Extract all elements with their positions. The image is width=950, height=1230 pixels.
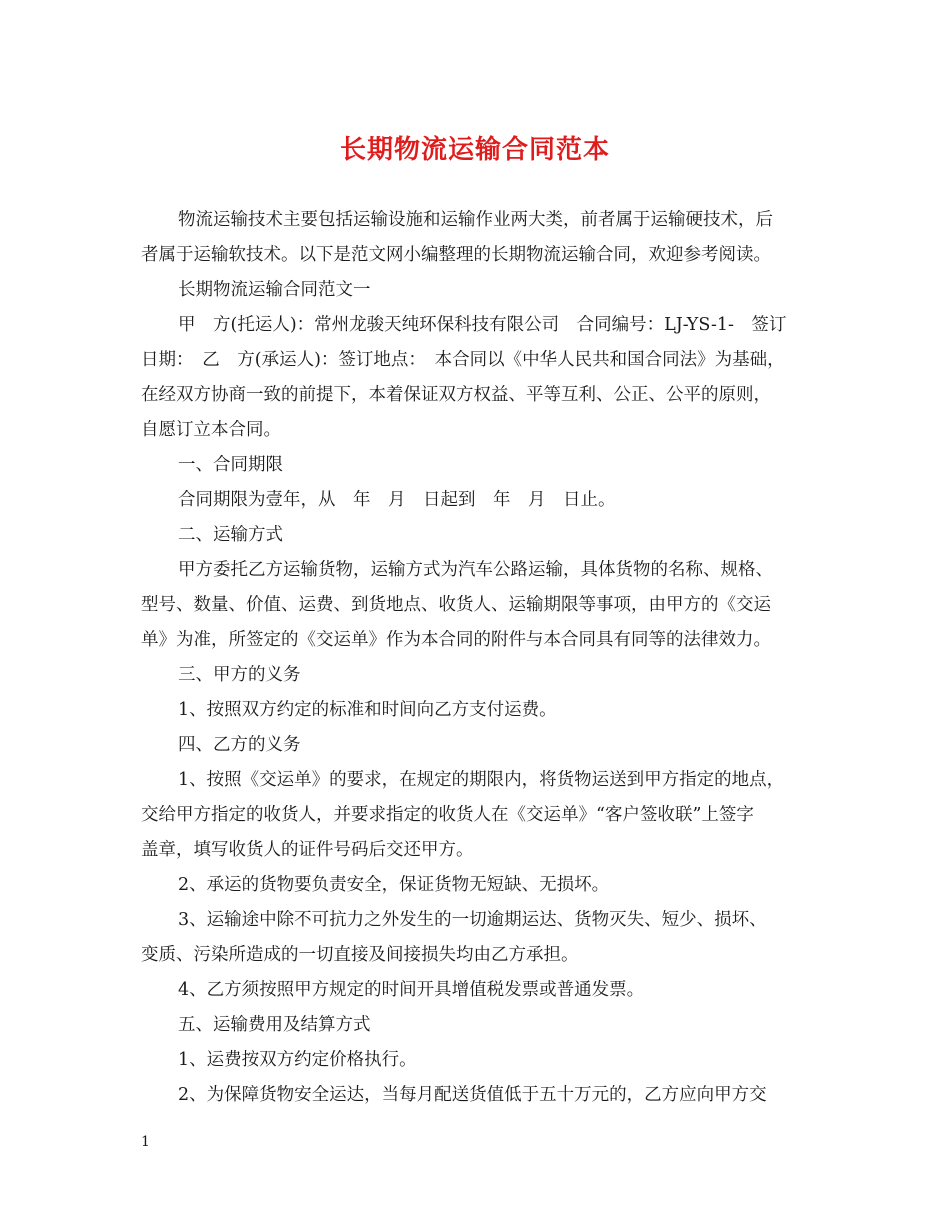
paragraph-line: 型号、数量、价值、运费、到货地点、收货人、运输期限等事项，由甲方的《交运 (141, 595, 771, 615)
paragraph-line: 1、运费按双方约定价格执行。 (178, 1050, 417, 1070)
paragraph-line: 者属于运输软技术。以下是范文网小编整理的长期物流运输合同，欢迎参考阅读。 (141, 245, 771, 265)
paragraph-line: 2、为保障货物安全运达，当每月配送货值低于五十万元的，乙方应向甲方交 (178, 1085, 767, 1105)
paragraph-line: 变质、污染所造成的一切直接及间接损失均由乙方承担。 (141, 945, 579, 965)
section-heading: 一、合同期限 (178, 455, 283, 475)
paragraph-line: 2、承运的货物要负责安全，保证货物无短缺、无损坏。 (178, 875, 610, 895)
section-heading: 二、运输方式 (178, 525, 283, 545)
paragraph-line: 单》为准，所签定的《交运单》作为本合同的附件与本合同具有同等的法律效力。 (141, 630, 771, 650)
paragraph-line: 物流运输技术主要包括运输设施和运输作业两大类，前者属于运输硬技术，后 (178, 210, 773, 230)
document-title: 长期物流运输合同范本 (339, 135, 610, 165)
section-heading: 五、运输费用及结算方式 (178, 1015, 371, 1035)
paragraph-line: 交给甲方指定的收货人，并要求指定的收货人在《交运单》“客户签收联”上签字 (141, 805, 754, 825)
paragraph-line: 盖章，填写收货人的证件号码后交还甲方。 (141, 840, 474, 860)
page-number: 1 (141, 1134, 150, 1150)
paragraph-line: 3、运输途中除不可抗力之外发生的一切逾期运达、货物灭失、短少、损坏、 (178, 910, 767, 930)
paragraph-line: 自愿订立本合同。 (141, 420, 281, 440)
section-heading: 三、甲方的义务 (178, 665, 301, 685)
paragraph-line: 在经双方协商一致的前提下，本着保证双方权益、平等互利、公正、公平的原则， (141, 385, 771, 405)
paragraph-line: 合同期限为壹年，从 年 月 日起到 年 月 日止。 (178, 490, 616, 510)
section-heading: 四、乙方的义务 (178, 735, 301, 755)
paragraph-line: 1、按照《交运单》的要求，在规定的期限内，将货物运送到甲方指定的地点， (178, 770, 785, 790)
paragraph-line: 日期： 乙 方(承运人)：签订地点： 本合同以《中华人民共和国合同法》为基础， (141, 350, 785, 370)
paragraph-line: 甲 方(托运人)：常州龙骏天纯环保科技有限公司 合同编号：LJ-YS-1- 签订 (178, 315, 787, 335)
paragraph-line: 4、乙方须按照甲方规定的时间开具增值税发票或普通发票。 (178, 980, 645, 1000)
paragraph-line: 甲方委托乙方运输货物，运输方式为汽车公路运输，具体货物的名称、规格、 (178, 560, 773, 580)
section-label: 长期物流运输合同范文一 (178, 280, 371, 300)
paragraph-line: 1、按照双方约定的标准和时间向乙方支付运费。 (178, 700, 557, 720)
